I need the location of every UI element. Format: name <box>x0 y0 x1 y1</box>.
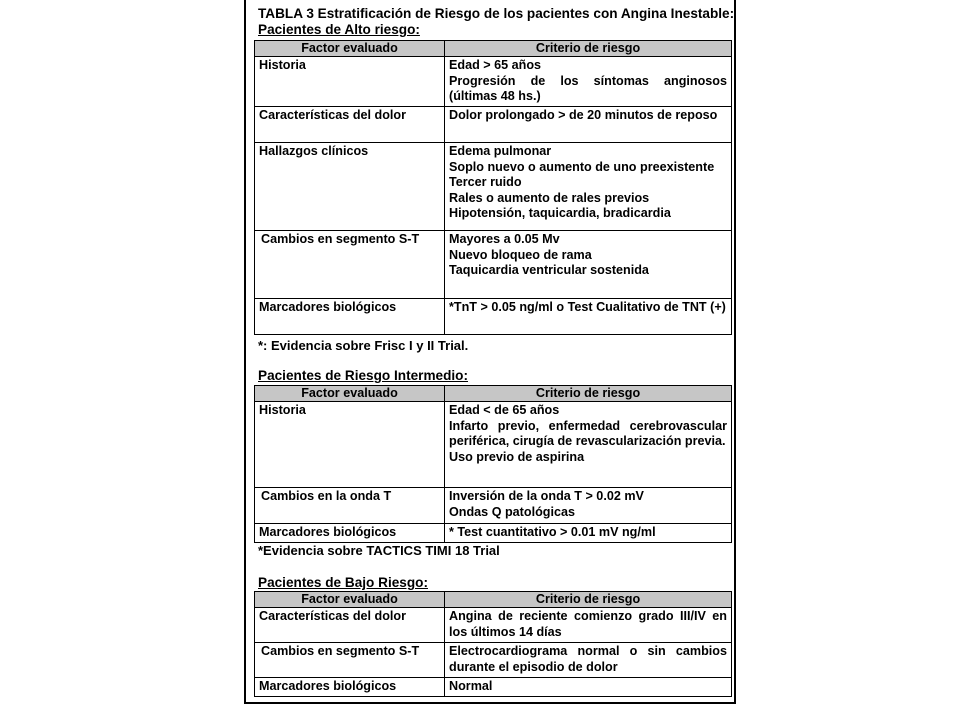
factor-cell: Cambios en segmento S-T <box>255 643 445 678</box>
criteria-cell <box>445 608 732 643</box>
table-row <box>255 488 732 524</box>
criterion-item: Hipotensión, taquicardia, bradicardia <box>449 206 671 220</box>
table-row <box>255 143 732 231</box>
header-factor: Factor evaluado <box>255 386 445 402</box>
criteria-cell <box>445 57 732 107</box>
factor-cell: Marcadores biológicos <box>255 678 445 697</box>
criterion-item: Inversión de la onda T > 0.02 mV <box>449 489 644 503</box>
factor-cell: Características del dolor <box>255 107 445 143</box>
factor-cell: Marcadores biológicos <box>255 299 445 335</box>
criterion-item: Electrocardiograma normal o sin cambios durante el episodio de dolor <box>449 644 727 674</box>
criterion-item: Nuevo bloqueo de rama <box>449 247 592 262</box>
section-heading-alto: Pacientes de Alto riesgo: <box>258 22 420 37</box>
header-criterio: Criterio de riesgo <box>445 592 732 608</box>
criterion-item: Taquicardia ventricular sostenida <box>449 263 649 277</box>
table-title: TABLA 3 Estratificación de Riesgo de los pacientes con Angina Inestable: <box>258 6 735 21</box>
factor-cell: Cambios en segmento S-T <box>255 231 445 299</box>
document-sheet <box>244 0 736 704</box>
criterion-item: *TnT > 0.05 ng/ml o Test Cualitativo de TNT (+) <box>449 300 726 314</box>
criteria-cell <box>445 299 732 335</box>
criterion-item: Edad < de 65 años <box>449 403 560 417</box>
criterion-item: Uso previo de aspirina <box>449 449 585 464</box>
footnote-alto: *: Evidencia sobre Frisc I y II Trial. <box>258 338 469 353</box>
criteria-cell <box>445 107 732 143</box>
table-row <box>255 57 732 107</box>
table-row <box>255 299 732 335</box>
criterion-item: Mayores a 0.05 Mv <box>449 232 560 246</box>
table-row <box>255 402 732 488</box>
criterion-item: Soplo nuevo o aumento de uno preexistente <box>449 159 715 174</box>
criterion-item: Angina de reciente comienzo grado III/IV en los últimos 14 días <box>449 609 727 639</box>
table-header-row <box>255 592 732 608</box>
criterion-item: * Test cuantitativo > 0.01 mV ng/ml <box>449 525 656 539</box>
risk-table-bajo <box>254 591 732 697</box>
section-heading-bajo: Pacientes de Bajo Riesgo: <box>258 575 428 590</box>
criteria-cell <box>445 231 732 299</box>
criteria-cell <box>445 402 732 488</box>
risk-table-alto <box>254 40 732 335</box>
factor-cell: Características del dolor <box>255 608 445 643</box>
header-factor: Factor evaluado <box>255 592 445 608</box>
criteria-cell <box>445 143 732 231</box>
risk-table-intermedio <box>254 385 732 543</box>
factor-cell: Cambios en la onda T <box>255 488 445 524</box>
table-header-row <box>255 386 732 402</box>
footnote-intermedio: *Evidencia sobre TACTICS TIMI 18 Trial <box>258 543 500 558</box>
table-row <box>255 608 732 643</box>
table-row <box>255 231 732 299</box>
header-criterio: Criterio de riesgo <box>445 386 732 402</box>
criterion-item: Edema pulmonar <box>449 144 552 158</box>
table-row <box>255 678 732 697</box>
criteria-cell <box>445 643 732 678</box>
criterion-item: Edad > 65 años <box>449 58 542 72</box>
criterion-item: Dolor prolongado > de 20 minutos de reposo <box>449 108 718 122</box>
factor-cell: Marcadores biológicos <box>255 524 445 543</box>
criterion-item: Ondas Q patológicas <box>449 504 575 519</box>
table-row <box>255 107 732 143</box>
section-heading-intermedio: Pacientes de Riesgo Intermedio: <box>258 368 469 383</box>
criterion-item: Rales o aumento de rales previos <box>449 190 650 205</box>
factor-cell: Historia <box>255 402 445 488</box>
factor-cell: Hallazgos clínicos <box>255 143 445 231</box>
table-header-row <box>255 41 732 57</box>
criteria-cell <box>445 678 732 697</box>
criterion-item: Normal <box>449 679 493 693</box>
criterion-item: Infarto previo, enfermedad cerebrovascular periférica, cirugía de revascularización previa. <box>449 418 727 448</box>
table-row <box>255 524 732 543</box>
table-row <box>255 643 732 678</box>
header-criterio: Criterio de riesgo <box>445 41 732 57</box>
criteria-cell <box>445 524 732 543</box>
criteria-cell <box>445 488 732 524</box>
criterion-item: Tercer ruido <box>449 175 522 189</box>
header-factor: Factor evaluado <box>255 41 445 57</box>
factor-cell: Historia <box>255 57 445 107</box>
criterion-item: Progresión de los síntomas anginosos (últimas 48 hs.) <box>449 73 727 103</box>
